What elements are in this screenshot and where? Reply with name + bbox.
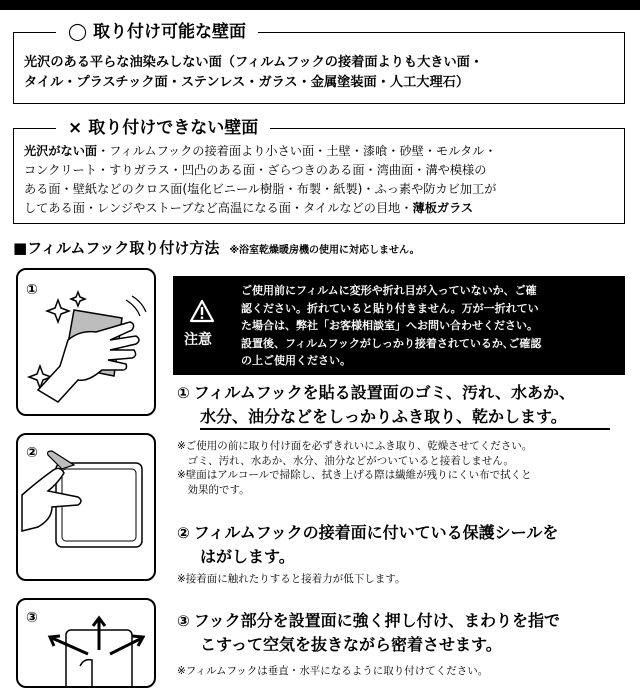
step-1-underline: [200, 428, 610, 430]
motion-lines: [126, 296, 146, 316]
arrow-left-icon: [50, 636, 88, 654]
step-2-notes: ※接着面に触れたりすると接着力が低下します。: [177, 573, 406, 585]
peeling-seal-illustration: [18, 435, 154, 579]
pressing-hook-illustration: [18, 600, 154, 686]
hand-shape: [38, 322, 139, 402]
arrow-up-icon: [93, 618, 105, 650]
non-mountable-title: × 取り付けできない壁面: [56, 116, 270, 140]
illustration-number: ①: [26, 282, 38, 298]
step-3: ③ フック部分を設置面に強く押し付け、まわりを指で こすって空気を抜きながら密着させます。: [177, 611, 560, 654]
circle-icon: ◯: [68, 22, 88, 42]
method-heading: ■フィルムフック取り付け方法 ※浴室乾燥暖房機の使用に対応しません。: [13, 239, 420, 257]
illustration-number: ③: [26, 610, 38, 626]
non-mountable-text: 光沢がない面・フィルムフックの接着面より小さい面・土壁・漆喰・砂壁・モルタル・ コンクリート・すりガラス・凹凸のある面・ざらつきのある面・湾曲面・溝や模様の ある面・壁紙などのクロス面(塩化ビニール樹脂・布製・紙製)・ふっ素や防カビ加工が してある面・レンジやストーブなど高温になる面・タイルなどの目地・薄板ガラス: [24, 144, 497, 215]
mountable-surfaces-box: [13, 22, 625, 104]
mountable-title: ◯ 取り付け可能な壁面: [56, 20, 258, 44]
step-3-notes: ※フィルムフックは垂直・水平になるように取り付けてください。: [177, 665, 489, 677]
cross-icon: ×: [68, 118, 83, 138]
method-note: ※浴室乾燥暖房機の使用に対応しません。: [229, 245, 420, 256]
sparkle-icon: [47, 300, 69, 322]
mountable-text: 光沢のある平らな油染みしない面（フィルムフックの接着面よりも大きい面・ タイル・プラスチック面・ステンレス・ガラス・金属塗装面・人工大理石）: [24, 55, 484, 90]
caution-label: 注意: [184, 332, 212, 348]
hand-shape: [22, 468, 81, 531]
peeled-corner: [48, 451, 75, 469]
caution-box: [173, 276, 625, 375]
step-1: ① フィルムフックを貼る設置面のゴミ、汚れ、水あか、 水分、油分などをしっかりふき取り、乾かします。: [177, 383, 575, 426]
finger-shape: [80, 660, 92, 686]
step-2: ② フィルムフックの接着面に付いている保護シールを はがします。: [177, 523, 559, 566]
arrow-right-icon: [110, 636, 143, 654]
step-number: ①: [177, 384, 190, 402]
illustration-wipe: [16, 268, 156, 416]
caution-text: ご使用前にフィルムに変形や折れ目が入っていないか、ご確 認ください。折れていると貼り付きません。万が一折れてい た場合は、弊社「お客様相談室」へお問い合わせください。 設置後、フィルムフックがしっかり接着されているか､ご確認 の上ご使用ください。: [241, 284, 542, 367]
illustration-number: ②: [26, 445, 38, 461]
sparkle-icon: [71, 292, 85, 306]
illustration-peel: [16, 433, 156, 581]
wiping-hand-illustration: [18, 270, 154, 414]
top-bar: [0, 0, 640, 10]
non-mountable-surfaces-box: [13, 118, 625, 224]
step-1-notes: ※ご使用の前に取り付け面を必ずきれいにふき取り、乾燥させてください。 ゴミ、汚れ、水あか、水分、油分などがついていると接着しません。 ※壁面はアルコールで掃除し、拭き上げる際は繊維が残りにくい布で拭くと 効果的です。: [177, 440, 533, 496]
illustration-press: [16, 598, 156, 688]
warning-icon: [189, 299, 215, 323]
step-number: ②: [177, 524, 190, 542]
step-number: ③: [177, 612, 190, 630]
